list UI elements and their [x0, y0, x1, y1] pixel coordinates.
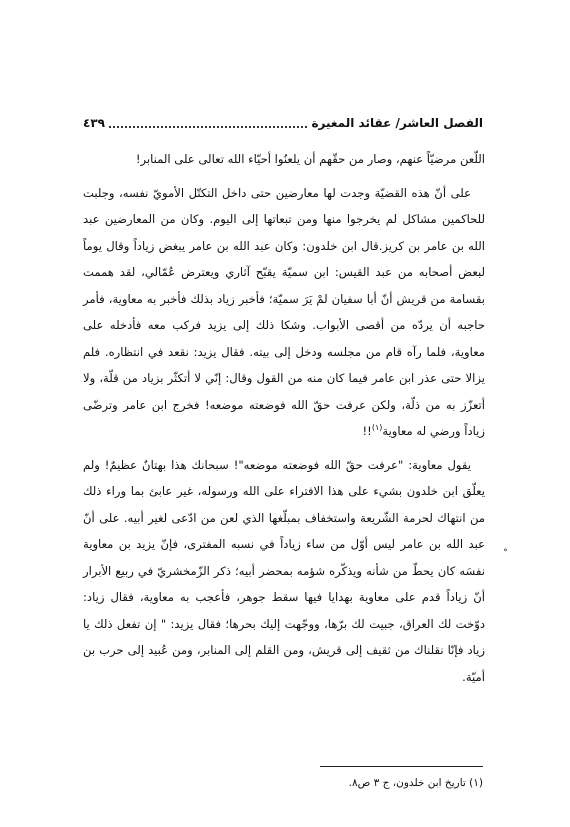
paragraph-1: اللّعن مرضيّاً عنهم، وصار من حقّهم أن يلعنُوا أحيّاء الله تعالى على المنابر! — [135, 152, 485, 166]
page-number: ٤٣٩ — [83, 116, 105, 130]
paragraph-3: يقول معاوية: "عرفت حقّ الله فوضعته موضعه"! سبحانك هذا بهتانٌ عظيمٌ! ولم يعلّق ابن خلدون بشيء على هذا الافتراء على الله ورسوله، غير عابئ بما وراء ذلك من انتهاك لحرمة الشّريعة واستخفاف بمبلّغها الذي لعن من ادّعى لغير أبيه. على أنّ عبد الله بن عامر ليس أوّل من ساء زياداً في نسبه المفترى، فإنّ يزيد بن معاوية نفسَه كان يحطّ من شأنه ويذكّره شؤمه بمحضر أبيه؛ ذكر الزّمخشريّ في ربيع الأبرار أنّ زياداً قدم على معاوية بهدايا فيها سقط جوهر، فأعجب به معاوية، فقال زياد: دوّخت لك العراق، جبيت لك برّها، ووجّهت إليك بحرها؛ فقال يزيد: " إن تفعل ذلك يا زياد فإنّا نقلناك من ثقيف إلى قريش، ومن القلم إلى المنابر، ومن عُبيد إلى حرب بن أميّة. — [83, 457, 485, 684]
paragraph-2 — [83, 180, 485, 445]
footnote-reference[interactable]: (١) — [371, 423, 383, 433]
chapter-title: الفصل العاشر/ عقائد المغيرة — [311, 116, 483, 130]
running-header — [83, 113, 483, 131]
footnote-divider — [320, 766, 483, 767]
paragraph-2-text: على أنّ هذه القضيّة وجدت لها معارضين حتى داخل التكتّل الأمويّ نفسه، وجلبت للحاكمين مشاكل لم يخرجوا منها ومن تبعاتها إلى اليوم. وكان من المعارضين عبد الله بن عامر بن كريز.قال ابن خلدون: وكان عبد الله بن عامر يبغض زياداً وقال يوماً لبعض أصحابه من عبد القيس: ابن سميّة يقبّح آثاري ويعترض عُمّالي، لقد هممت بقسامة من قريش أنّ أبا سفيان لمْ يَرَ سميّة؛ فأخبر زياد بذلك فأخبر به معاوية، فأمر حاجبه أن يردّه من أقصى الأبواب. وشكا ذلك إلى يزيد فركب معه فأدخله على معاوية، فلما رآه قام من مجلسه ودخل إلى بيته. فقال يزيد: نقعد في انتظاره. فلم يزالا حتى عذر ابن عامر فيما كان منه من القول وقال: إنّي لا أتكثّر بزياد من قلّة، ولا أتعزّز به من ذلّة، ولكن عرفت حقّ الله فوضعته موضعه! فخرج ابن عامر وترضّى زياداً ورضي له معاوية — [83, 185, 485, 438]
paragraph-2-ending: !! — [362, 424, 372, 438]
footnote: (١) تاريخ ابن خلدون، ج ٣ ص٨. — [348, 777, 483, 789]
header-leader-dots — [109, 125, 307, 128]
main-text — [83, 146, 485, 690]
